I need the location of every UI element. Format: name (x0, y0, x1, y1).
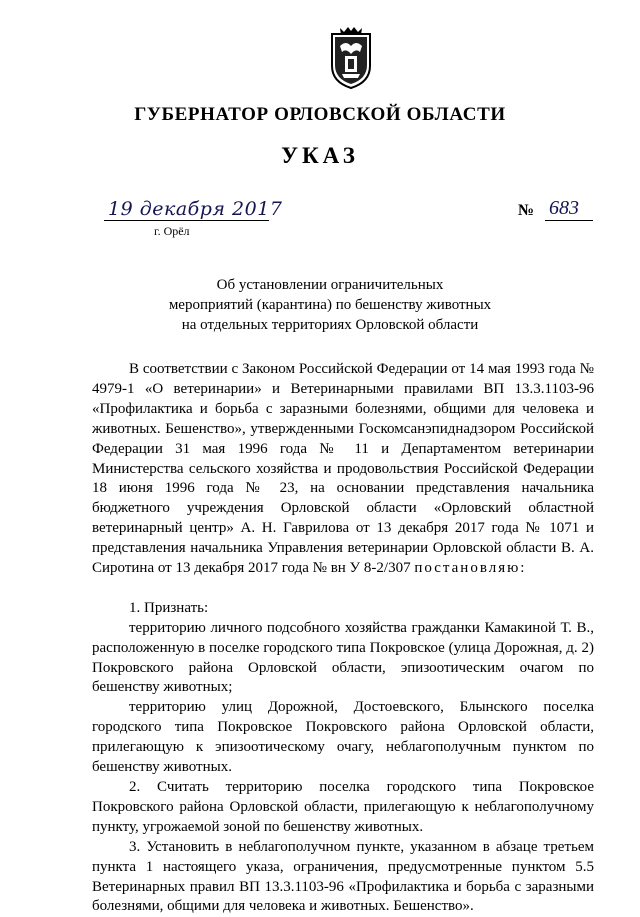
document-type: УКАЗ (281, 143, 359, 168)
title-line: мероприятий (карантина) по бешенству животных (168, 297, 492, 313)
item-2-paragraph: 2. Считать территорию поселка городского типа Покровское Покровского района Орловской области, прилегающую к неблагополучному пункту, угрожаемой зоной по бешенству животных. (92, 779, 594, 835)
number-underline (545, 220, 593, 221)
decree-body (92, 360, 594, 917)
item-1-paragraph-a: территорию личного подсобного хозяйства гражданки Камакиной Т. В., расположенную в поселке городского типа Покровское (улица Дорожная, д. 2) Покровского района Орловской области, эпизоотическим очагом по бешенству животных; (92, 619, 594, 696)
number-label: № (518, 202, 535, 219)
city-label: г. Орёл (154, 224, 190, 238)
title-line: Об установлении ограничительных (216, 277, 444, 293)
governor-title: ГУБЕРНАТОР ОРЛОВСКОЙ ОБЛАСТИ (134, 104, 506, 125)
paragraph-gap (92, 579, 594, 599)
orel-region-coat-of-arms-icon (326, 26, 376, 90)
title-line: на отдельных территориях Орловской области (181, 317, 479, 333)
decree-title (140, 275, 520, 335)
item-1-paragraph-b: территорию улиц Дорожной, Достоевского, Блынского поселка городского типа Покровское Покровского района Орловской области, прилегающую к эпизоотическому очагу, неблагополучным пунктом по бешенству животных. (92, 699, 594, 776)
preamble-paragraph (92, 360, 594, 579)
item-3-paragraph: 3. Установить в неблагополучном пункте, указанном в абзаце третьем пункта 1 настоящего указа, ограничения, предусмотренные пунктом 5.5 Ветеринарных правил ВП 13.3.1103-96 «Профилактика и борьба с заразными болезнями, общими для человека и животных. Бешенство». (92, 838, 594, 915)
decree-word: постановляю: (414, 560, 527, 577)
item-1-heading: 1. Признать: (129, 599, 209, 616)
preamble-text: В соответствии с Законом Российской Федерации от 14 мая 1993 года № 4979-1 «О ветеринарии» и Ветеринарными правилами ВП 13.3.1103-96 «Профилактика и борьба с заразными болезнями, общими для человека и животных. Бешенство», утвержденными Госкомсанэпиднадзором Российской Федерации 31 мая 1996 года № 11 и Департаментом ветеринарии Министерства сельского хозяйства и продовольствия Российской Федерации 18 июня 1996 года № 23, на основании представления начальника бюджетного учреждения Орловской области «Орловский областной ветеринарный центр» А. Н. Гаврилова от 13 декабря 2017 года № 1071 и представления начальника Управления ветеринарии Орловской области В. А. Сиротина от 13 декабря 2017 года № вн У 8-2/307 (92, 361, 594, 577)
decree-number: 683 (549, 197, 579, 219)
date-underline (104, 220, 269, 221)
decree-date: 19 декабря 2017 (108, 198, 283, 220)
